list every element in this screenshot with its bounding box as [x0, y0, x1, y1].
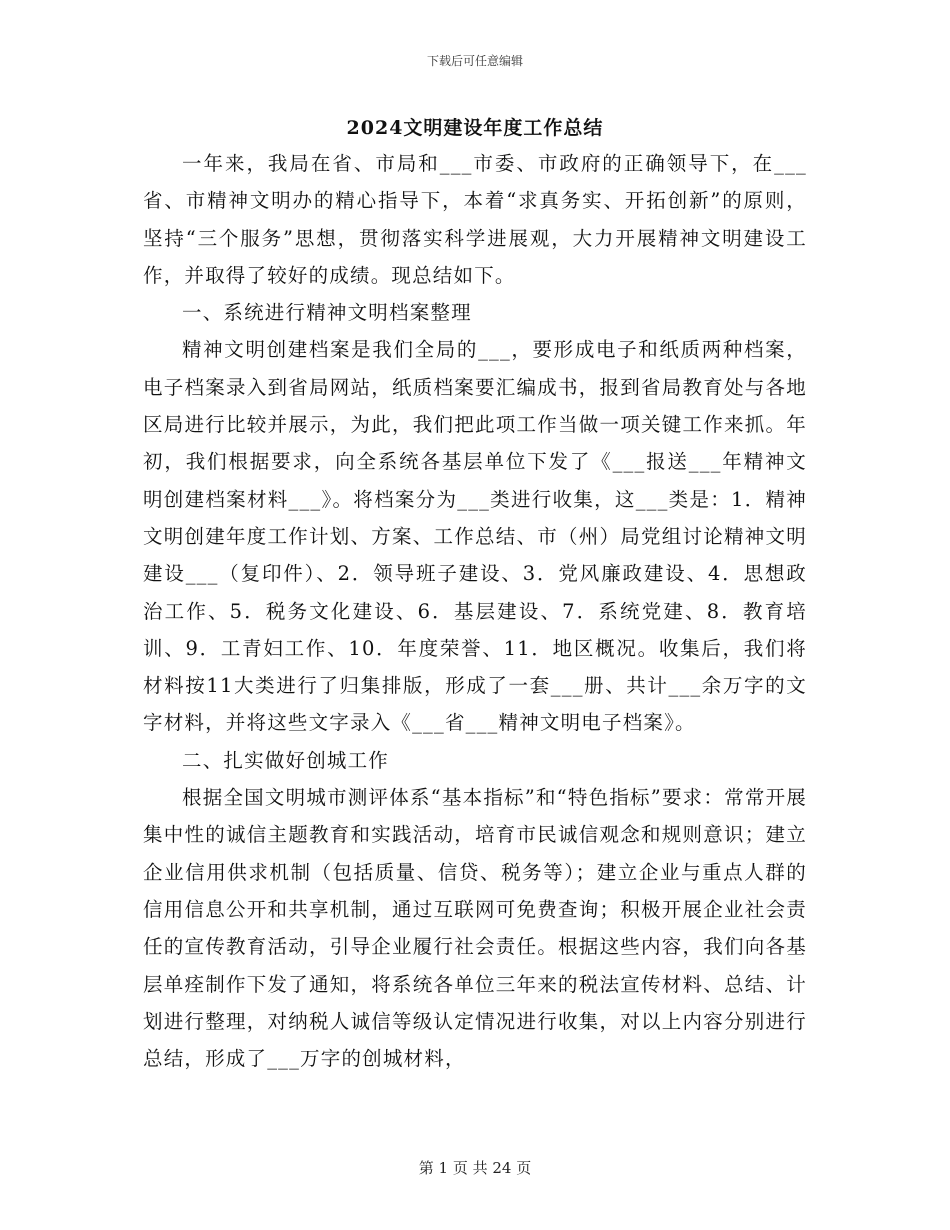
document-body	[143, 145, 807, 1077]
document-title: 2024文明建设年度工作总结	[346, 117, 604, 139]
section-heading-1: 一、系统进行精神文明档案整理	[182, 301, 472, 325]
paragraph-archives: 精神文明创建档案是我们全局的___，要形成电子和纸质两种档案，电子档案录入到省局网站，纸质档案要汇编成书，报到省局教育处与各地区局进行比较并展示，为此，我们把此项工作当做一项关键工作来抓。年初，我们根据要求，向全系统各基层单位下发了《___报送___年精神文明创建档案材料___》。将档案分为___类进行收集，这___类是：1．精神文明创建年度工作计划、方案、工作总结、市（州）局党组讨论精神文明建设___（复印件）、2．领导班子建设、3．党风廉政建设、4．思想政治工作、5．税务文化建设、6．基层建设、7．系统党建、8．教育培训、9．工青妇工作、10．年度荣誉、11．地区概况。收集后，我们将材料按11大类进行了归集排版，形成了一套___册、共计___余万字的文字材料，并将这些文字录入《___省___精神文明电子档案》。	[143, 338, 807, 735]
paragraph-intro: 一年来，我局在省、市局和___市委、市政府的正确领导下，在___省、市精神文明办的精心指导下，本着“求真务实、开拓创新”的原则，坚持“三个服务”思想，贯彻落实科学进展观，大力开展精神文明建设工作，并取得了较好的成绩。现总结如下。	[143, 152, 807, 287]
paragraph-city-creation: 根据全国文明城市测评体系“基本指标”和“特色指标”要求：常常开展集中性的诚信主题教育和实践活动，培育市民诚信观念和规则意识；建立企业信用供求机制（包括质量、信贷、税务等）；建立企业与重点人群的信用信息公开和共享机制，通过互联网可免费查询；积极开展企业社会责任的宣传教育活动，引导企业履行社会责任。根据这些内容，我们向各基层单痊制作下发了通知，将系统各单位三年来的税法宣传材料、总结、计划进行整理，对纳税人诚信等级认定情况进行收集，对以上内容分别进行总结，形成了___万字的创城材料，	[143, 786, 807, 1071]
header-note: 下载后可任意编辑	[426, 54, 523, 68]
section-heading-2: 二、扎实做好创城工作	[182, 748, 390, 772]
page-number: 第 1 页 共 24 页	[418, 1159, 532, 1177]
